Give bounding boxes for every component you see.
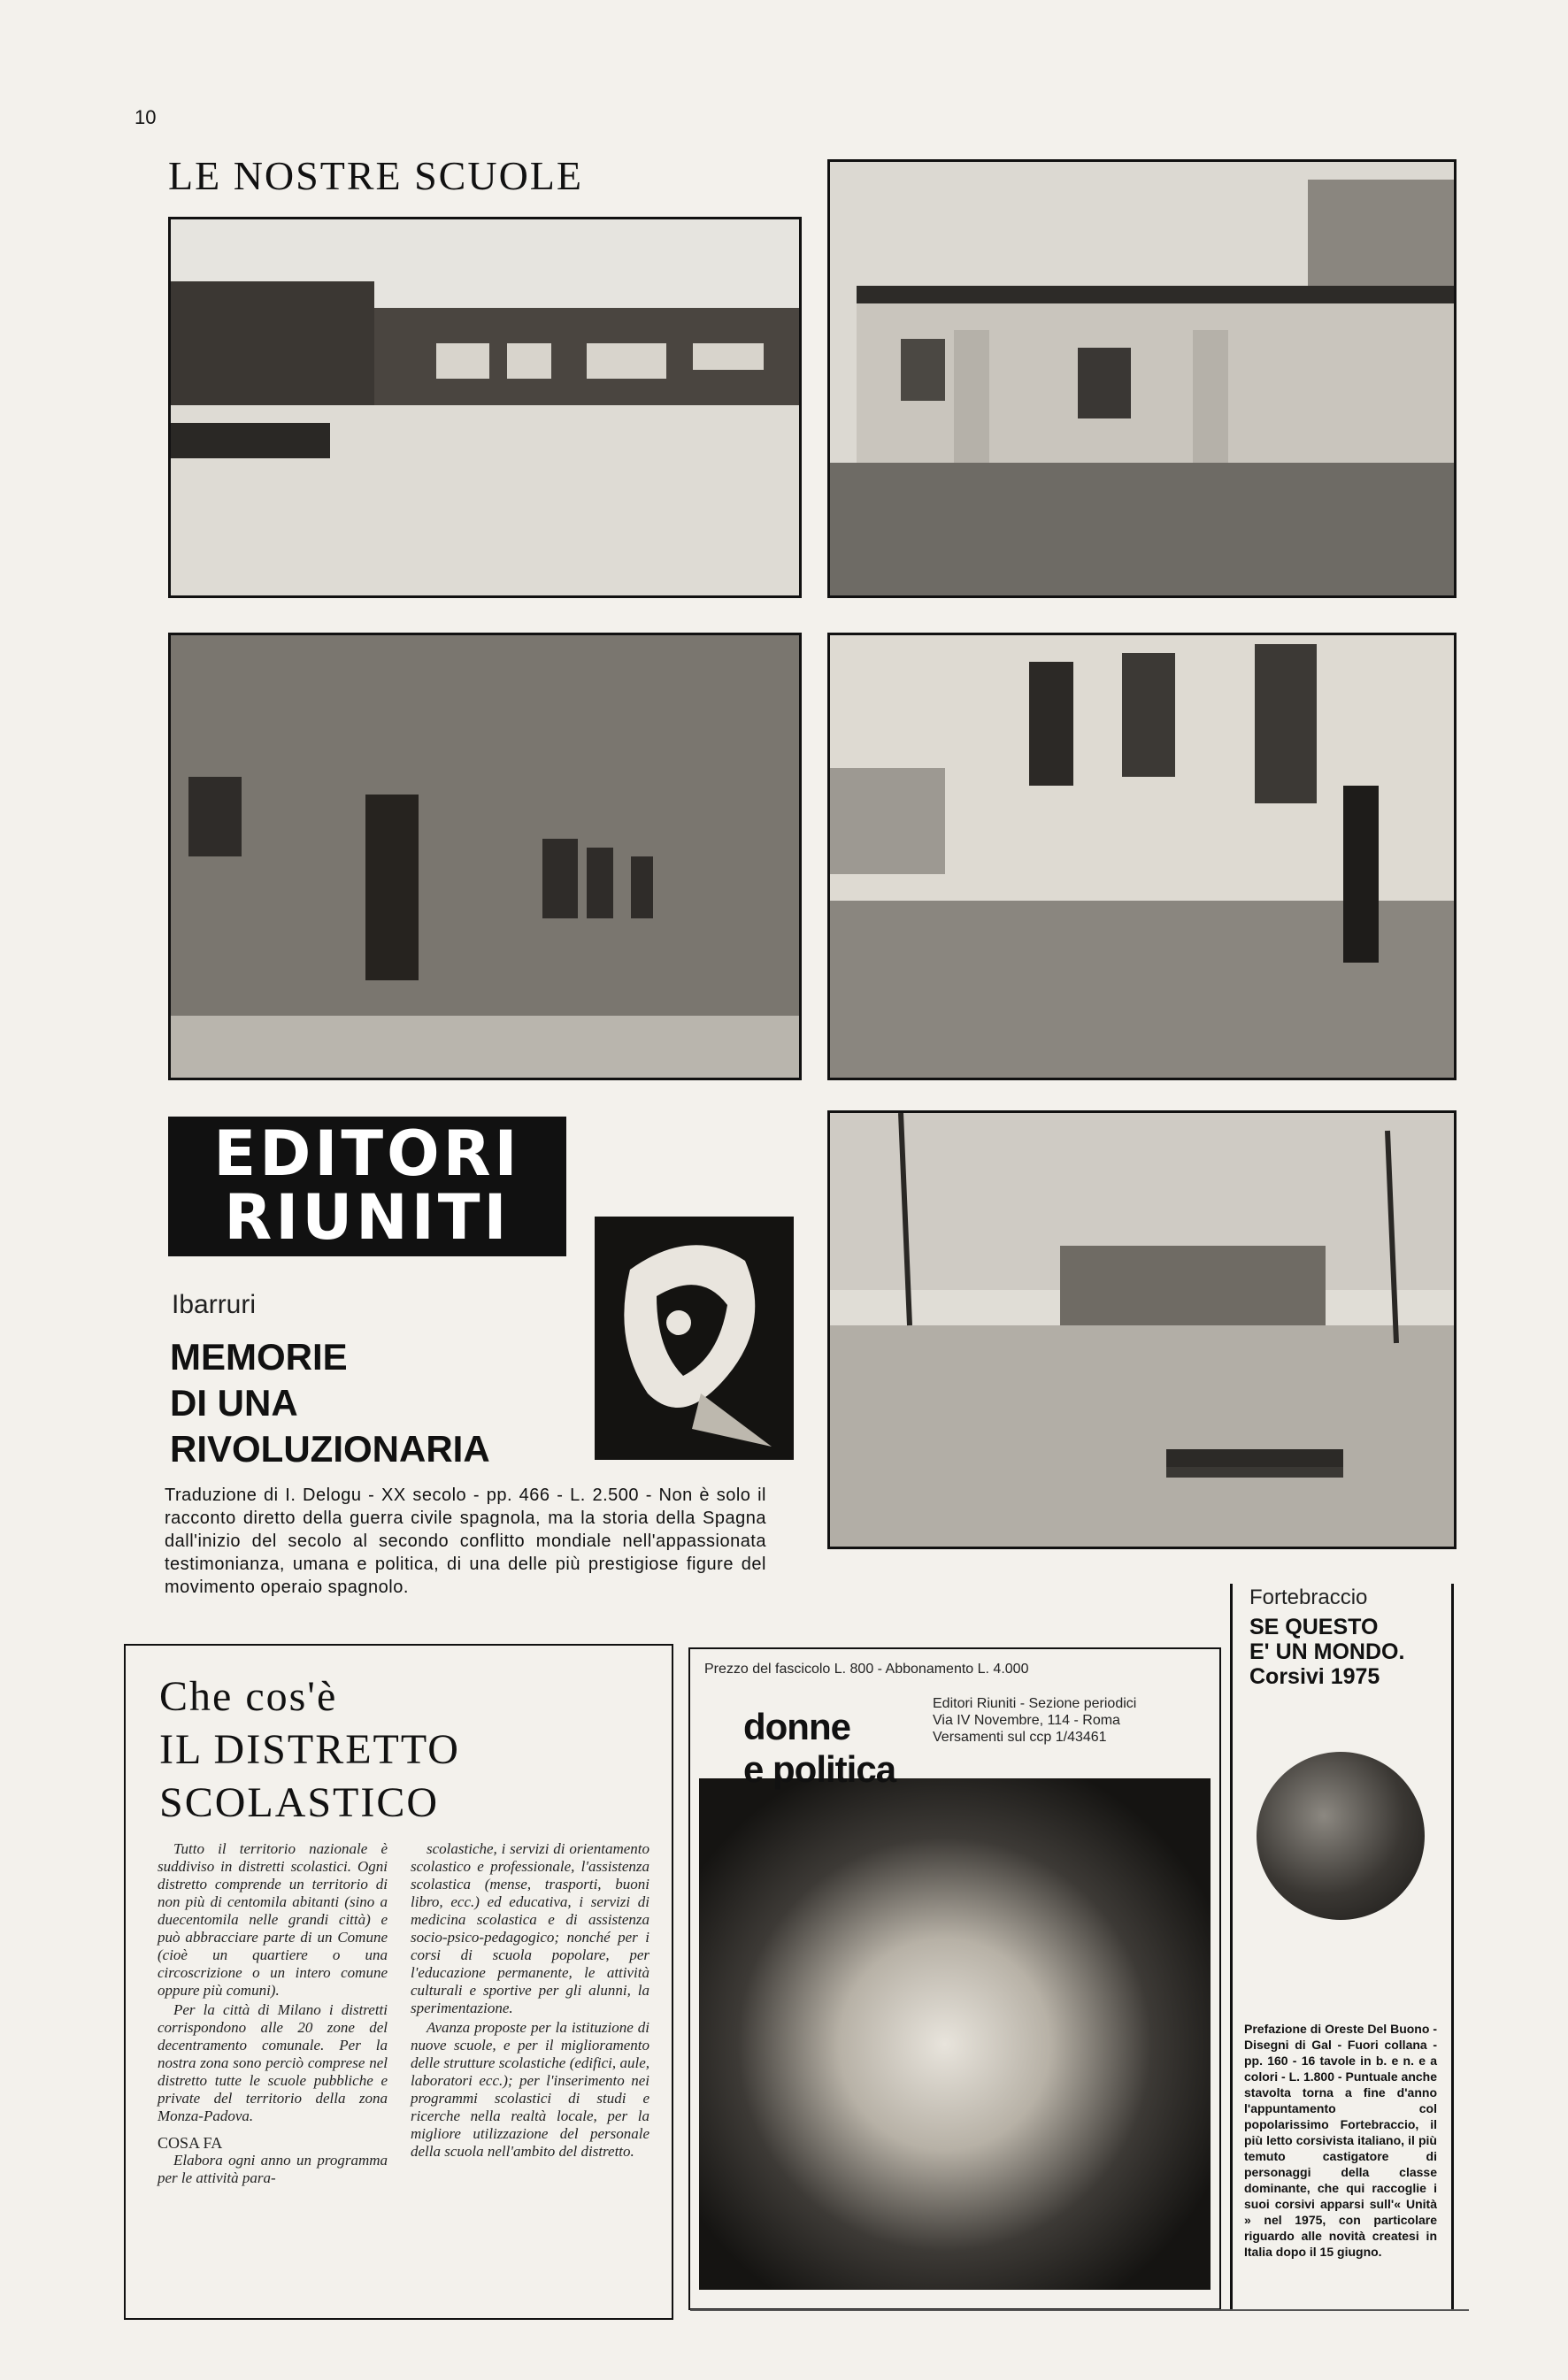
book-cover-art [595,1217,794,1460]
photo-school-2 [827,159,1457,598]
distretto-paragraph: Tutto il territorio nazionale è suddiviso in distretti scolastici. Ogni distretto comprende un territorio di non più di centomila abitanti (sino a duecentomila nelle grandi città) e può abbracciare parte di un Comune (cioè un quartiere o una circoscrizione o un intero comune oppure più comuni). [158,1840,388,1999]
photo-school-5 [827,1110,1457,1549]
distretto-title [159,1670,690,1830]
donne-logo-line-2: e politica [743,1748,896,1790]
donne-publisher [933,1695,1198,1746]
distretto-paragraph: Per la città di Milano i distretti corrispondono alle 20 zone del decentramento comunale. Per la nostra zona sono perciò comprese nel distretto tutte le scuole pubbliche e private del territorio della zona Monza-Padova. [158,2001,388,2124]
book-title-line-1: MEMORIE [170,1336,348,1378]
fortebraccio-description: Prefazione di Oreste Del Buono - Disegni di Gal - Fuori collana - pp. 160 - 16 tavole in b. e n. e a colori - L. 1.800 - Puntuale anche stavolta torna a fine d'anno l'appuntamento col popolarissimo Fortebraccio, il più letto corsivista italiano, il più temuto castigatore di personaggi della classe dominante, che qui raccoglie i suoi corsivi apparsi sull'« Unità » nel 1975, con particolare riguardo alle novità createsi in Italia dopo il 15 giugno. [1244,2022,1437,2259]
bottom-rule [690,2309,1469,2311]
distretto-title-line-3: SCOLASTICO [159,1779,440,1826]
section-title: LE NOSTRE SCUOLE [168,153,583,198]
donne-politica-logo [743,1706,895,1791]
donne-price: Prezzo del fascicolo L. 800 - Abbonamento L. 4.000 [704,1662,1029,1677]
donne-publisher-line-3: Versamenti sul ccp 1/43461 [933,1730,1107,1745]
distretto-column-1 [158,1840,388,2189]
distretto-title-line-1: Che cos'è [159,1673,338,1720]
fortebraccio-author: Fortebraccio [1249,1585,1368,1609]
cosa-fa-heading: COSA FA [158,2134,223,2152]
photo-school-1 [168,217,802,598]
distretto-paragraph: Elabora ogni anno un programma per le attività para- [158,2152,388,2186]
fortebraccio-rule-right [1451,1584,1454,2309]
editori-riuniti-logo [168,1117,566,1256]
book-title [170,1334,542,1472]
fortebraccio-rule-left [1230,1584,1233,2309]
donne-cover-photo [699,1778,1211,2290]
donne-publisher-line-2: Via IV Novembre, 114 - Roma [933,1713,1120,1728]
brand-line-2: RIUNITI [224,1181,511,1254]
distretto-title-line-2: IL DISTRETTO [159,1726,460,1773]
donne-logo-line-1: donne [743,1706,850,1747]
fortebraccio-globe-illustration [1257,1752,1425,1920]
photo-school-3 [168,633,802,1080]
brand-line-1: EDITORI [213,1117,521,1190]
book-author: Ibarruri [172,1290,257,1319]
donne-publisher-line-1: Editori Riuniti - Sezione periodici [933,1696,1137,1711]
fortebraccio-title-line-2: E' UN MONDO. [1249,1639,1405,1664]
book-description: Traduzione di I. Delogu - XX secolo - pp. 466 - L. 2.500 - Non è solo il racconto diretto della guerra civile spagnola, ma la storia della Spagna dall'inizio del secolo al secondo conflitto mondiale nell'appassionata testimonianza, umana e politica, di una delle più prestigiose figure del movimento operaio spagnolo. [165,1486,766,1597]
book-title-line-2: DI UNA [170,1382,298,1424]
fortebraccio-title-line-3: Corsivi 1975 [1249,1664,1380,1689]
distretto-paragraph: scolastiche, i servizi di orientamento scolastico e professionale, l'assistenza scolastica (mense, trasporti, buoni libro, ecc.) ed educativa, i servizi di medicina scolastica e di assistenza socio-psico-pedagogico; nonché per i corsi di scuola popolare, per l'educazione permanente, le attività culturali e sportive per gli alunni, la sperimentazione. [411,1840,649,2016]
distretto-paragraph: Avanza proposte per la istituzione di nuove scuole, e per il miglioramento delle strutture scolastiche (edifici, aule, laboratori ecc.); per l'inserimento nei programmi scolastici di studi e ricerche nella realtà locale, per la migliore utilizzazione del personale della scuola nell'ambito del distretto. [411,2019,649,2160]
photo-school-4 [827,633,1457,1080]
page-number: 10 [135,106,157,128]
fortebraccio-title-line-1: SE QUESTO [1249,1615,1379,1639]
book-title-line-3: RIVOLUZIONARIA [170,1428,490,1470]
distretto-column-2 [411,1840,649,2162]
fortebraccio-title [1249,1615,1453,1689]
